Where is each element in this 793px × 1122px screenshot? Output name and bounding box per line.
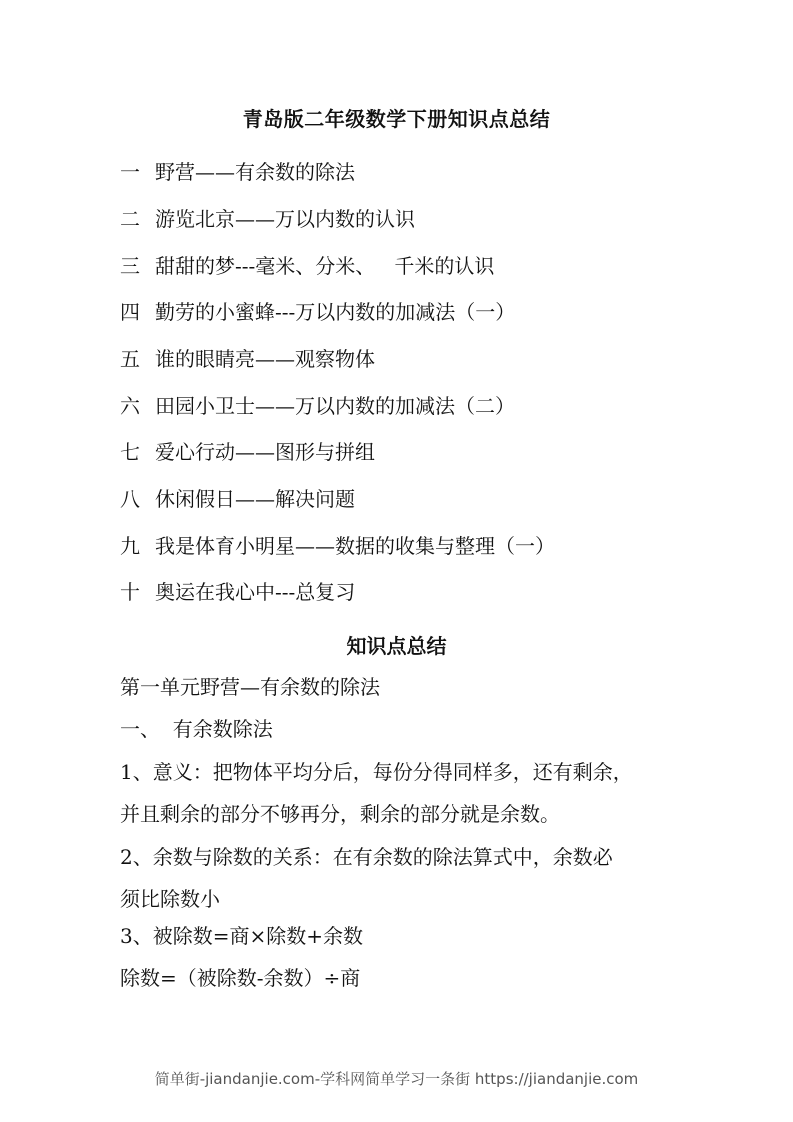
toc-item bbox=[120, 298, 515, 326]
subsection-heading: 一、 有余数除法 bbox=[120, 717, 273, 741]
toc-number: 一 bbox=[120, 160, 140, 184]
document-title: 青岛版二年级数学下册知识点总结 bbox=[242, 107, 551, 131]
toc-number: 六 bbox=[120, 394, 140, 418]
toc-text: 野营——有余数的除法 bbox=[155, 160, 355, 184]
toc-item bbox=[120, 392, 515, 420]
toc-text: 勤劳的小蜜蜂---万以内数的加减法（一） bbox=[155, 300, 516, 324]
toc-number: 二 bbox=[120, 207, 140, 231]
toc-number: 九 bbox=[120, 534, 140, 558]
toc-text: 奥运在我心中---总复习 bbox=[155, 580, 356, 604]
formula-line: 3、被除数=商×除数+余数 bbox=[120, 924, 363, 948]
formula-line: 除数=（被除数-余数）÷商 bbox=[120, 966, 361, 990]
toc-text: 休闲假日——解决问题 bbox=[155, 487, 355, 511]
toc-item bbox=[120, 485, 355, 513]
paragraph-line: 须比除数小 bbox=[120, 887, 220, 911]
toc-text: 田园小卫士——万以内数的加减法（二） bbox=[155, 394, 515, 418]
toc-number: 十 bbox=[120, 580, 140, 604]
toc-text: 游览北京——万以内数的认识 bbox=[155, 207, 415, 231]
page-footer: 简单街-jiandanjie.com-学科网简单学习一条街 https://jiandanjie.com bbox=[154, 1070, 639, 1088]
paragraph-line: 2、余数与除数的关系：在有余数的除法算式中，余数必 bbox=[120, 845, 613, 869]
section-title: 知识点总结 bbox=[346, 634, 447, 658]
paragraph-line: 并且剩余的部分不够再分，剩余的部分就是余数。 bbox=[120, 802, 560, 826]
toc-item bbox=[120, 532, 555, 560]
toc-number: 四 bbox=[120, 300, 140, 324]
toc-number: 七 bbox=[120, 440, 140, 464]
toc-item bbox=[120, 252, 494, 280]
toc-text: 我是体育小明星——数据的收集与整理（一） bbox=[155, 534, 555, 558]
toc-item bbox=[120, 438, 375, 466]
unit-heading: 第一单元野营—有余数的除法 bbox=[120, 675, 380, 699]
toc-number: 五 bbox=[120, 347, 140, 371]
toc-item bbox=[120, 205, 415, 233]
toc-text: 爱心行动——图形与拼组 bbox=[155, 440, 375, 464]
toc-item bbox=[120, 345, 375, 373]
toc-item bbox=[120, 158, 355, 186]
toc-item bbox=[120, 578, 355, 606]
paragraph-line: 1、意义：把物体平均分后，每份分得同样多，还有剩余， bbox=[120, 760, 633, 784]
toc-number: 三 bbox=[120, 254, 140, 278]
toc-text: 甜甜的梦---毫米、分米、 千米的认识 bbox=[155, 254, 495, 278]
toc-text: 谁的眼睛亮——观察物体 bbox=[155, 347, 375, 371]
toc-number: 八 bbox=[120, 487, 140, 511]
